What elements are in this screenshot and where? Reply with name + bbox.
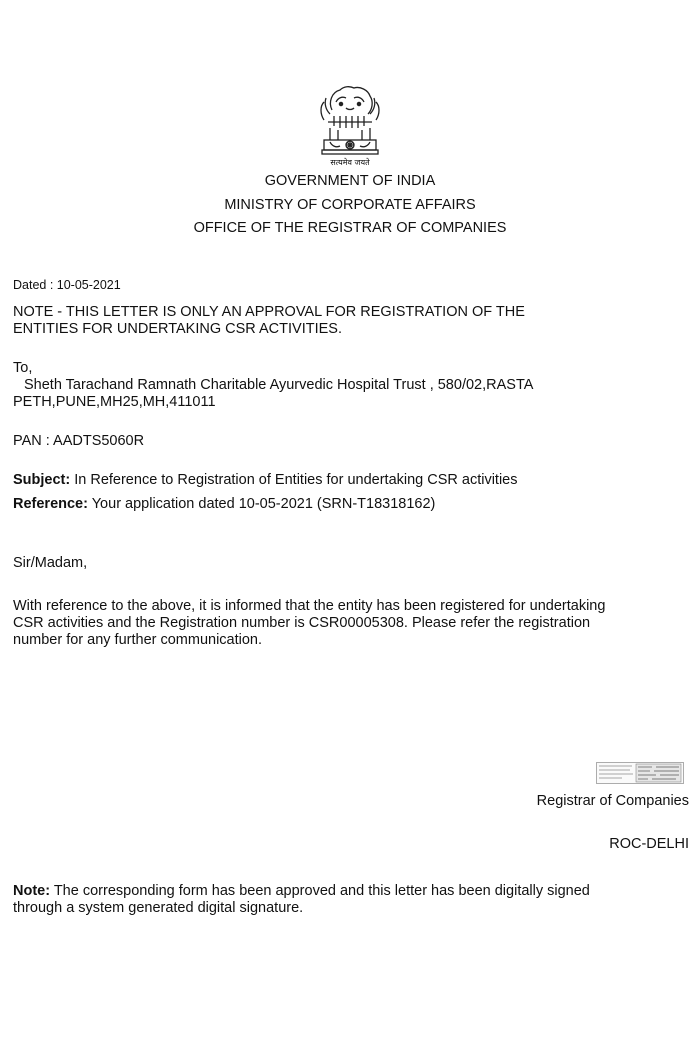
letter-date: Dated : 10-05-2021 xyxy=(13,278,121,292)
salutation: Sir/Madam, xyxy=(13,555,88,571)
approval-note xyxy=(13,304,693,338)
address-line-2: PETH,PUNE,MH25,MH,411011 xyxy=(13,394,216,410)
footer-note xyxy=(13,883,693,917)
subject-label: Subject: xyxy=(13,472,71,488)
reference-line xyxy=(13,496,693,513)
subject-line xyxy=(13,472,693,489)
approval-note-line-2: ENTITIES FOR UNDERTAKING CSR ACTIVITIES. xyxy=(13,321,342,337)
to-label: To, xyxy=(13,360,33,376)
header-ministry: MINISTRY OF CORPORATE AFFAIRS xyxy=(224,197,476,213)
body-line-3: number for any further communication. xyxy=(13,632,263,648)
footer-note-label: Note: xyxy=(13,883,51,899)
header-office: OFFICE OF THE REGISTRAR OF COMPANIES xyxy=(193,220,507,236)
footer-line-2: through a system generated digital signature. xyxy=(13,900,304,916)
pan-number: PAN : AADTS5060R xyxy=(13,433,145,449)
emblem-motto: सत्यमेव जयते xyxy=(330,158,370,167)
registrar-title: Registrar of Companies xyxy=(536,793,689,809)
body-line-2: CSR activities and the Registration number is CSR00005308. Please refer the registration xyxy=(13,615,591,631)
roc-office: ROC-DELHI xyxy=(609,836,689,852)
reference-text: Your application dated 10-05-2021 (SRN-T18318162) xyxy=(87,496,436,512)
recipient-block xyxy=(13,360,693,411)
digital-signature-stamp xyxy=(596,762,684,784)
approval-note-line-1: NOTE - THIS LETTER IS ONLY AN APPROVAL FOR REGISTRATION OF THE xyxy=(13,304,525,320)
reference-label: Reference: xyxy=(13,496,88,512)
header-government: GOVERNMENT OF INDIA xyxy=(264,173,436,189)
address-line-1: Sheth Tarachand Ramnath Charitable Ayurvedic Hospital Trust , 580/02,RASTA xyxy=(24,377,534,393)
state-emblem-icon xyxy=(310,80,390,172)
body-line-1: With reference to the above, it is informed that the entity has been registered for undertaking xyxy=(13,598,606,614)
subject-text: In Reference to Registration of Entities for undertaking CSR activities xyxy=(70,472,518,488)
letter-body xyxy=(13,598,693,649)
footer-line-1: The corresponding form has been approved and this letter has been digitally signed xyxy=(50,883,590,899)
